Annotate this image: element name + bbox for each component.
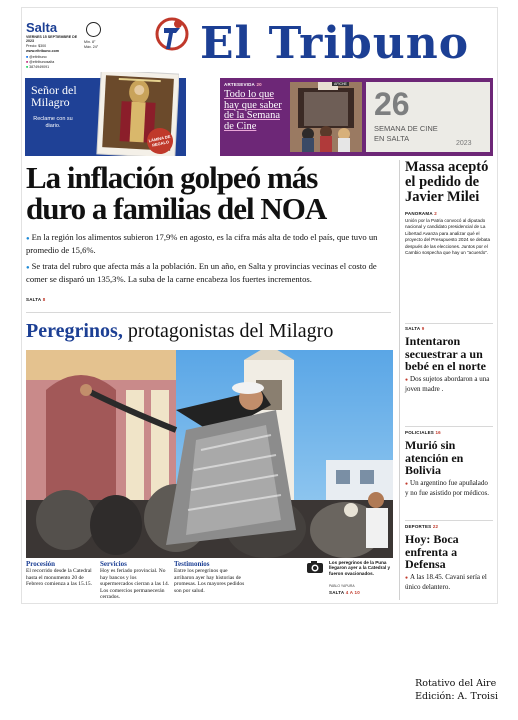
promo-right-title: Todo lo que hay que saber de la Semana de Cine — [224, 89, 282, 132]
divider — [26, 312, 391, 313]
newspaper-front-page — [22, 8, 497, 603]
poster-line-2: EN SALTA — [374, 134, 410, 143]
story-text: ● A las 18.45. Cavani sería el único delantero. — [405, 573, 493, 592]
shop-sign: AFICHE — [334, 82, 347, 86]
story-text: ● Dos sujetos abordaron a una joven madre . — [405, 375, 493, 394]
story-section: SALTA 9 — [405, 326, 425, 331]
promo-gift-badge: LÁMINA DE REGALO — [145, 126, 176, 157]
masthead-website[interactable]: www.eltribuno.com — [26, 49, 60, 53]
story-section: PANORAMA 2 — [405, 211, 437, 216]
column-divider — [399, 160, 400, 600]
masthead-social-3: ■ 3874949091 — [26, 65, 50, 69]
poster-line-1: SEMANA DE CINE — [374, 124, 438, 133]
promo-left-title: Señor del Milagro — [31, 83, 77, 109]
col-testimonios-text: Entre los peregrinos que arribaron ayer hay historias de promesas. Los mayores pedidos son por salud. — [174, 568, 245, 594]
divider — [405, 520, 493, 521]
col-procesion-text: El recorrido desde la Catedral hasta el monumento 20 de Febrero comienza a las 15.15. — [26, 568, 92, 587]
weather-max: Máx. 24° — [84, 45, 99, 49]
photo-section-label: SALTA 4 A 10 — [329, 590, 360, 595]
cine-poster — [366, 82, 490, 152]
logo-emblem-icon — [154, 16, 190, 56]
story-section: DEPORTES 22 — [405, 524, 439, 529]
camera-icon — [306, 560, 324, 574]
promo-semana-de-cine[interactable] — [220, 78, 493, 156]
divider — [405, 323, 493, 324]
masthead-price: Precio: $300 — [26, 44, 47, 48]
photo-credit: PABLO YAPURA — [329, 584, 355, 588]
lead-section-label: SALTA 8 — [26, 297, 46, 302]
footer-credit — [415, 678, 498, 703]
story-text: ● Un argentino fue apuñalado y no fue asistido por médicos. — [405, 479, 493, 498]
masthead-social-1: ■ @eltribuno — [26, 55, 47, 59]
col-testimonios-title: Testimonios — [174, 560, 210, 568]
story-headline: Hoy: Boca enfrenta a Defensa — [405, 532, 459, 571]
masthead-social-2: ■ @eltribunosalta — [26, 60, 55, 64]
story-headline: Intentaron secuestrar a un bebé en el norte — [405, 334, 486, 373]
col-servicios[interactable] — [100, 560, 170, 601]
col-servicios-title: Servicios — [100, 560, 127, 568]
promo-senor-del-milagro[interactable] — [25, 78, 186, 156]
promo-left-subtitle: Reclame con su diario. — [33, 116, 73, 129]
lead-bullet-1: ● En la región los alimentos subieron 17,9% en agosto, es la cifra más alta de todo el país, que tuvo un promedio de 15,6%. — [26, 232, 394, 255]
sidebar-story-boca[interactable] — [405, 524, 493, 592]
poster-number: 26 — [374, 86, 410, 122]
col-servicios-text: Hoy es feriado provincial. No hay bancos y los supermercados cierran a las 14. Los comercios permanecerán cerrados. — [100, 568, 170, 600]
masthead-date: VIERNES 15 SEPTIEMBRE DE 2023 — [26, 35, 78, 44]
sidebar-story-bolivia[interactable] — [405, 430, 493, 498]
col-procesion[interactable] — [26, 560, 96, 588]
photo-caption: Los peregrinos de la Puna llegaron ayer a la Catedral y fueron ovacionados. — [329, 560, 391, 576]
footer-line-2: Edición: A. Troisi — [415, 690, 498, 702]
divider — [405, 426, 493, 427]
procession-photo — [26, 350, 393, 558]
lead-bullet-2: ● Se trata del rubro que afecta más a la población. En un año, en Salta y provincias vecinas el costo de comer se disparó un 135,3%. La suba de la carne encabeza los fuertes incrementos. — [26, 261, 394, 284]
story-headline: Massa aceptó el pedido de Javier Milei — [405, 159, 489, 205]
newspaper-logo[interactable]: El Tribuno — [200, 18, 470, 69]
sidebar-story-massa[interactable] — [405, 160, 493, 256]
footer-line-1: Rotativo del Aire — [415, 678, 497, 689]
moon-icon — [86, 22, 101, 37]
poster-year: 2023 — [456, 140, 472, 147]
story-section: POLICIALES 16 — [405, 430, 441, 435]
weather-min: Mín. 8° — [84, 40, 96, 44]
peregrinos-headline[interactable]: Peregrinos, protagonistas del Milagro — [26, 320, 334, 342]
masthead-city: Salta — [26, 20, 58, 35]
promo-right-section: ARTESEVIDA 20 — [224, 82, 262, 87]
col-procesion-title: Procesión — [26, 560, 56, 568]
sidebar-story-secuestro[interactable] — [405, 326, 493, 394]
col-testimonios[interactable] — [174, 560, 248, 594]
lead-headline[interactable]: La inflación golpeó más duro a familias del NOA — [26, 160, 327, 226]
cinema-entrance-image — [290, 82, 362, 152]
story-headline: Murió sin atención en Bolivia — [405, 438, 464, 477]
story-text: Unión por la Patria convocó al diputado nacional y candidato presidencial de La Libertad Avanza para analizar qué el proyecto del Presupuesto 2024 se debata después de las elecciones. Juntos por el Cambio sospecha que hay un "acuerdo". — [405, 218, 491, 256]
